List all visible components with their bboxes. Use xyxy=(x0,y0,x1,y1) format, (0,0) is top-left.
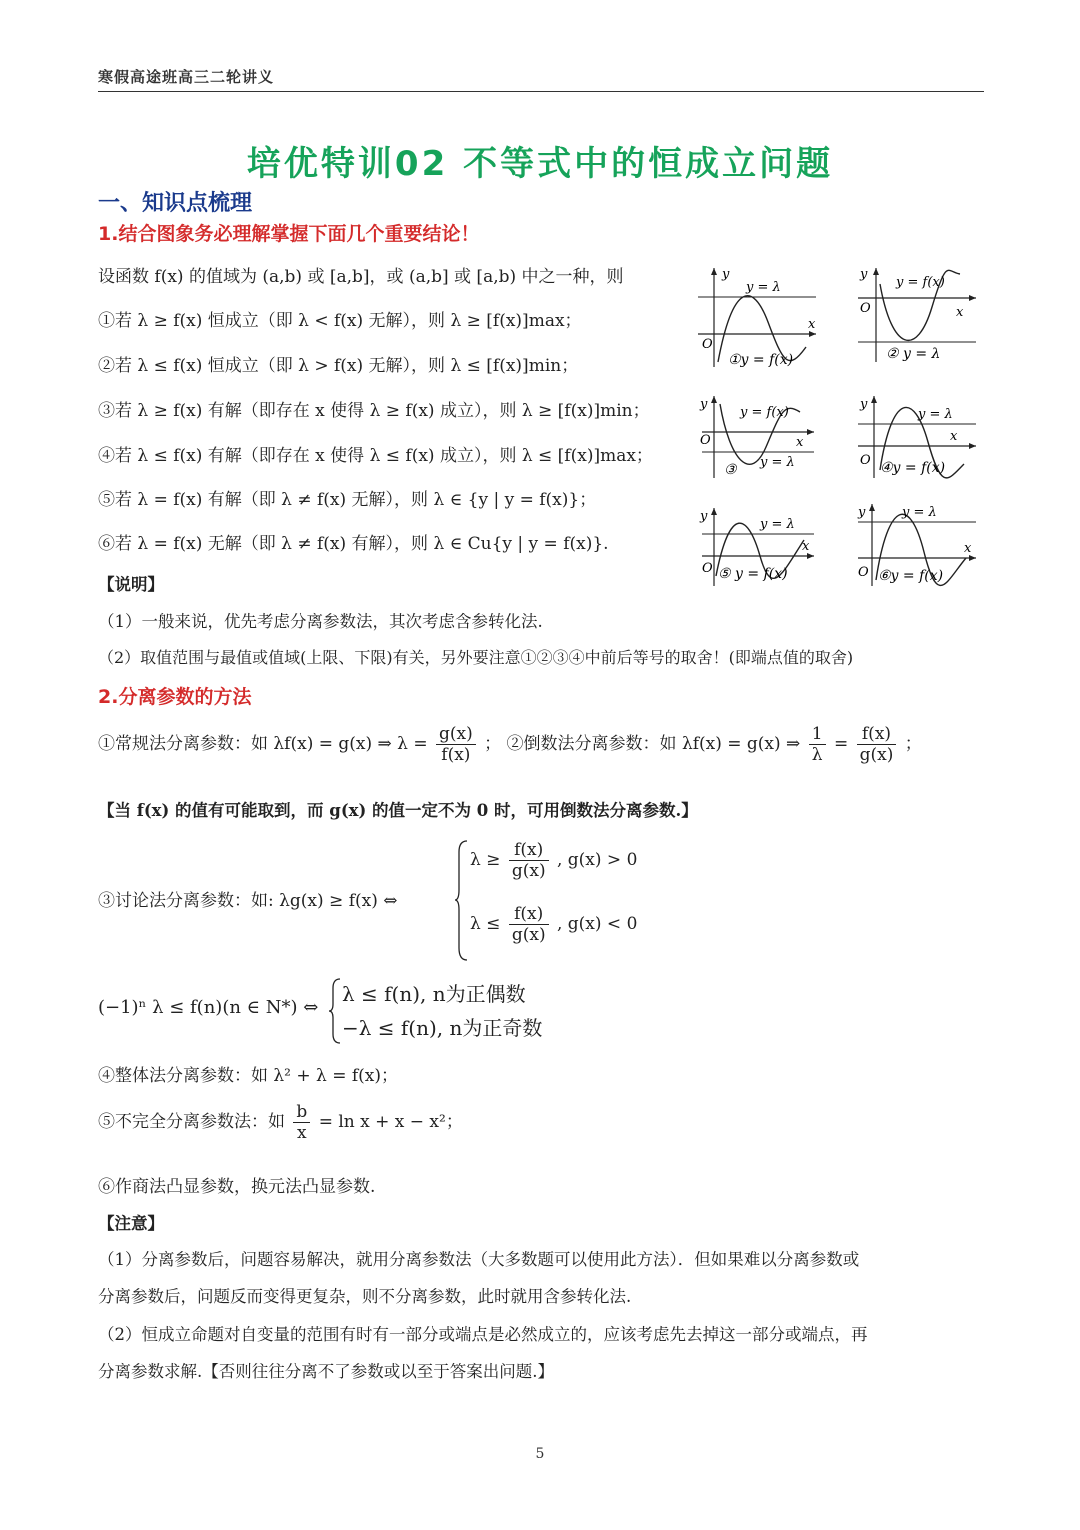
page-number: 5 xyxy=(535,1446,545,1462)
method-5-den: x xyxy=(297,1123,307,1143)
method-5-suffix: = ln x + x − x²； xyxy=(318,1112,463,1132)
conclusion-item-1: ①若 λ ≥ f(x) 恒成立（即 λ < f(x) 无解），则 λ ≥ [f(x)]max； xyxy=(98,311,582,331)
graph-5-axis-y: y xyxy=(700,509,708,524)
method-3-case-2 xyxy=(470,904,637,945)
notice-line-2: 分离参数后，问题反而变得更复杂，则不分离参数，此时就用含参转化法. xyxy=(98,1287,632,1306)
graph-5-caption: ⑤ y = f(x) xyxy=(718,566,788,582)
method-2-prefix: ②倒数法分离参数：如 λf(x) = g(x) ⇒ xyxy=(506,734,801,754)
method-2-sep: ； xyxy=(904,734,922,754)
method-3-case-2-fraction xyxy=(509,904,549,945)
method-3b-case-2: −λ ≤ f(n), n为正奇数 xyxy=(342,1016,543,1040)
graph-4-line-label: y = λ xyxy=(918,407,953,422)
graph-2-caption: ② y = λ xyxy=(886,346,941,362)
conclusion-item-2: ②若 λ ≤ f(x) 恒成立（即 λ > f(x) 无解），则 λ ≤ [f(x)]min； xyxy=(98,356,579,376)
method-3b-cases xyxy=(328,976,568,1046)
explain-label: 【说明】 xyxy=(98,575,164,594)
graph-3-line2-label: y = λ xyxy=(760,455,795,470)
graph-1-axis-x: x xyxy=(808,317,816,332)
method-5-fraction xyxy=(293,1102,310,1143)
method-4: ④整体法分离参数：如 λ² + λ = f(x)； xyxy=(98,1066,399,1086)
subheading-methods: 2.分离参数的方法 xyxy=(98,686,252,708)
graph-3-line-label: y = f(x) xyxy=(740,405,789,420)
graph-2 xyxy=(852,262,982,371)
graph-1 xyxy=(688,262,823,376)
method-3-cases xyxy=(454,838,654,963)
explain-line-2: （2）取值范围与最值或值域(上限、下限)有关，另外要注意①②③④中前后等号的取舍！(即端点值的取舍) xyxy=(98,648,854,667)
method-3-case-2-den: g(x) xyxy=(511,925,546,945)
subheading-conclusions: 1.结合图象务必理解掌握下面几个重要结论！ xyxy=(98,223,480,245)
notice-label: 【注意】 xyxy=(98,1214,164,1233)
graph-6-axis-y: y xyxy=(858,505,866,520)
graph-3-caption: ③ xyxy=(724,462,737,478)
method-3-case-1 xyxy=(470,840,637,881)
graph-3-axis-x: x xyxy=(796,435,804,450)
notice-line-3: （2）恒成立命题对自变量的范围有时有一部分或端点是必然成立的，应该考虑先去掉这一部分或端点，再 xyxy=(98,1325,868,1344)
graph-6 xyxy=(852,500,982,594)
graph-1-origin: O xyxy=(702,337,713,352)
graph-5-origin: O xyxy=(702,561,713,576)
graph-1-caption: ①y = f(x) xyxy=(728,352,794,368)
method-3b-case-1: λ ≤ f(n), n为正偶数 xyxy=(342,982,526,1006)
intro-line: 设函数 f(x) 的值域为 (a,b) 或 [a,b]，或 (a,b] 或 [a,b) 中之一种，则 xyxy=(98,267,624,287)
method-2-note: 【当 f(x) 的值有可能取到，而 g(x) 的值一定不为 0 时，可用倒数法分离参数.】 xyxy=(98,801,698,820)
method-5-num: b xyxy=(293,1102,310,1123)
method-3-case-2-num: f(x) xyxy=(509,904,549,925)
graph-1-line-label: y = λ xyxy=(746,280,781,295)
graph-6-axis-x: x xyxy=(964,541,972,556)
method-3-case-1-num: f(x) xyxy=(509,840,549,861)
explain-line-1: （1）一般来说，优先考虑分离参数法，其次考虑含参转化法. xyxy=(98,612,543,631)
notice-line-4: 分离参数求解.【否则往往分离不了参数或以至于答案出问题.】 xyxy=(98,1362,554,1381)
method-2-eq: = xyxy=(833,734,849,754)
method-1-fraction xyxy=(436,724,476,765)
method-3-case-2-cond: , g(x) < 0 xyxy=(556,914,638,934)
graph-4-axis-x: x xyxy=(950,429,958,444)
method-2-num-2: f(x) xyxy=(857,724,897,745)
conclusion-item-5: ⑤若 λ = f(x) 有解（即 λ ≠ f(x) 无解），则 λ ∈ {y | y = f(x)}； xyxy=(98,490,597,510)
method-1-prefix: ①常规法分离参数：如 λf(x) = g(x) ⇒ λ = xyxy=(98,734,428,754)
header-title: 寒假高途班高三二轮讲义 xyxy=(98,68,275,86)
method-3-case-1-fraction xyxy=(509,840,549,881)
method-6: ⑥作商法凸显参数，换元法凸显参数. xyxy=(98,1177,376,1197)
method-2-den-1: λ xyxy=(811,745,823,765)
graph-1-axis-y: y xyxy=(722,267,730,282)
graph-5-axis-x: x xyxy=(802,539,810,554)
method-3-case-1-den: g(x) xyxy=(511,861,546,881)
graph-4-axis-y: y xyxy=(860,397,868,412)
graph-5-line-label: y = λ xyxy=(760,517,795,532)
graph-2-line-label: y = f(x) xyxy=(896,275,945,290)
graph-5 xyxy=(696,504,826,593)
graph-6-caption: ⑥y = f(x) xyxy=(878,568,944,584)
method-3b-prefix: (−1)ⁿ λ ≤ f(n)(n ∈ N*) ⇔ xyxy=(98,997,319,1018)
conclusion-item-3: ③若 λ ≥ f(x) 有解（即存在 x 使得 λ ≥ f(x) 成立），则 λ ≥ [f(x)]min； xyxy=(98,401,650,421)
method-5-prefix: ⑤不完全分离参数法：如 xyxy=(98,1112,285,1132)
graph-6-origin: O xyxy=(858,565,869,580)
method-1-num: g(x) xyxy=(436,724,476,745)
graph-6-line-label: y = λ xyxy=(902,505,937,520)
graph-2-axis-x: x xyxy=(956,305,964,320)
graph-3 xyxy=(696,392,826,486)
method-3-case-1-lhs: λ ≥ xyxy=(470,850,501,870)
graph-3-origin: O xyxy=(700,433,711,448)
method-3-prefix: ③讨论法分离参数：如: λg(x) ≥ f(x) ⇔ xyxy=(98,891,398,911)
method-2-den-2: g(x) xyxy=(859,745,894,765)
header-rule xyxy=(98,91,984,92)
graph-2-origin: O xyxy=(860,301,871,316)
graph-2-axis-y: y xyxy=(860,267,868,282)
method-3-case-1-cond: , g(x) > 0 xyxy=(556,850,638,870)
graph-3-axis-y: y xyxy=(700,397,708,412)
graph-4 xyxy=(852,392,982,486)
method-1-den: f(x) xyxy=(441,745,471,765)
graph-4-caption: ④y = f(x) xyxy=(880,460,946,476)
method-2-num-1: 1 xyxy=(809,724,826,745)
method-1-sep: ； xyxy=(484,734,502,754)
section-heading: 一、知识点梳理 xyxy=(98,191,253,216)
graph-4-origin: O xyxy=(860,453,871,468)
notice-line-1: （1）分离参数后，问题容易解决，就用分离参数法（大多数题可以使用此方法）．但如果难以分离参数或 xyxy=(98,1250,860,1269)
page-title: 培优特训02 不等式中的恒成立问题 xyxy=(246,144,834,184)
method-2-fraction-1 xyxy=(809,724,826,765)
conclusion-item-4: ④若 λ ≤ f(x) 有解（即存在 x 使得 λ ≤ f(x) 成立），则 λ ≤ [f(x)]max； xyxy=(98,446,653,466)
method-1-and-2 xyxy=(98,724,922,765)
method-2-fraction-2 xyxy=(857,724,897,765)
conclusion-item-6: ⑥若 λ = f(x) 无解（即 λ ≠ f(x) 有解），则 λ ∈ Cu{y | y = f(x)}. xyxy=(98,534,609,554)
method-5 xyxy=(98,1102,463,1143)
method-3-case-2-lhs: λ ≤ xyxy=(470,914,501,934)
